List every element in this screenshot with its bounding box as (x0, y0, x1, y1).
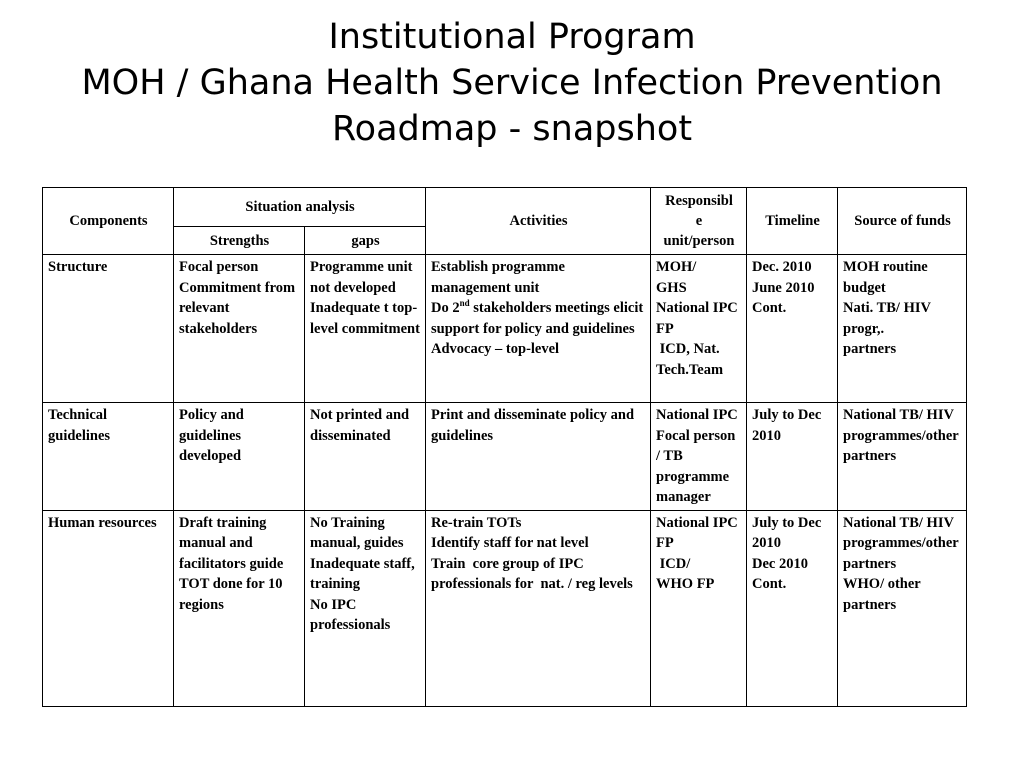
cell-strengths (174, 510, 305, 706)
cell-component (43, 510, 174, 706)
cell-line: Focal person (179, 259, 259, 275)
header-responsible-line: Responsibl (665, 193, 733, 209)
header-situation-analysis: Situation analysis (174, 188, 426, 227)
cell-line: National IPC Focal person / TB programme manager (656, 407, 742, 505)
cell-line: ICD, Nat. Tech.Team (656, 341, 724, 378)
cell-line: partners (843, 341, 897, 357)
cell-line: WHO/ other partners (843, 576, 925, 613)
header-responsible-line: e (695, 213, 703, 229)
ordinal-suffix: nd (459, 298, 470, 309)
header-responsible (651, 188, 747, 255)
cell-line: Draft training manual and facilitators guide (179, 514, 284, 572)
cell-line: Inadequate t top-level commitment (310, 300, 420, 337)
cell-line: Human resources (48, 514, 157, 531)
cell-line: Not printed and disseminated (310, 407, 413, 444)
cell-line: Establish programme management unit (431, 259, 569, 296)
cell-activities (426, 403, 651, 511)
title-line-2: MOH / Ghana Health Service Infection Prevention (81, 63, 943, 103)
cell-line: ICD/ (656, 555, 691, 572)
cell-line: Advocacy – top-level (431, 341, 560, 357)
slide-title (0, 14, 1024, 152)
cell-activities (426, 255, 651, 403)
cell-line: Policy and guidelines developed (179, 407, 248, 464)
cell-line: National TB/ HIV programmes/other partners (843, 407, 963, 464)
cell-line: Dec. 2010 (752, 259, 812, 275)
cell-gaps (305, 510, 426, 706)
cell-line: Programme unit not developed (310, 259, 417, 296)
cell-line: No Training manual, guides (310, 514, 404, 551)
activity-text: Do 2 (431, 300, 460, 316)
cell-line: Nati. TB/ HIV progr,. (843, 300, 935, 337)
cell-line: Print and disseminate policy and guidelines (431, 407, 638, 444)
cell-line: Commitment from relevant stakeholders (179, 279, 299, 337)
header-row (43, 188, 967, 227)
cell-timeline (747, 510, 838, 706)
cell-line: National IPC FP (656, 514, 746, 551)
cell-line (431, 298, 646, 339)
activity-text: stakeholders meetings elicit support for policy and guidelines (431, 300, 647, 337)
cell-line: Cont. (752, 300, 787, 316)
cell-component (43, 403, 174, 511)
cell-line: July to Dec 2010 (752, 407, 825, 444)
cell-gaps (305, 255, 426, 403)
header-components: Components (43, 188, 174, 255)
cell-activities (426, 510, 651, 706)
cell-line: Train core group of IPC professionals for nat. / reg levels (431, 555, 633, 592)
cell-line: Technical guidelines (48, 407, 111, 444)
cell-line: MOH routine budget (843, 259, 932, 296)
cell-line: Re-train TOTs (431, 514, 522, 531)
cell-funds (838, 403, 967, 511)
header-gaps: gaps (305, 227, 426, 255)
cell-line: Cont. (752, 576, 787, 592)
cell-line: July to Dec 2010 (752, 514, 825, 551)
cell-line: June 2010 (752, 279, 815, 296)
title-line-3: Roadmap - snapshot (331, 109, 693, 149)
cell-strengths (174, 255, 305, 403)
cell-component (43, 255, 174, 403)
header-strengths: Strengths (174, 227, 305, 255)
cell-responsible (651, 255, 747, 403)
header-source-of-funds: Source of funds (838, 188, 967, 255)
cell-line: Dec 2010 (752, 555, 808, 572)
cell-strengths (174, 403, 305, 511)
cell-timeline (747, 403, 838, 511)
cell-line: TOT done for 10 regions (179, 576, 287, 613)
header-activities: Activities (426, 188, 651, 255)
cell-responsible (651, 403, 747, 511)
roadmap-table (42, 187, 967, 707)
cell-line: National IPC FP (656, 300, 746, 337)
cell-gaps (305, 403, 426, 511)
cell-line: No IPC professionals (310, 596, 391, 633)
cell-timeline (747, 255, 838, 403)
title-line-1: Institutional Program (328, 17, 696, 57)
cell-line: Identify staff for nat level (431, 535, 589, 551)
cell-line: Structure (48, 259, 108, 275)
table-row (43, 403, 967, 511)
cell-responsible (651, 510, 747, 706)
cell-line: Inadequate staff, training (310, 555, 419, 592)
table-row (43, 510, 967, 706)
cell-line: GHS (656, 279, 687, 296)
cell-funds (838, 510, 967, 706)
cell-funds (838, 255, 967, 403)
cell-line: MOH/ (656, 259, 697, 275)
cell-line: WHO FP (656, 576, 715, 592)
table-row (43, 255, 967, 403)
cell-line: National TB/ HIV programmes/other partners (843, 514, 963, 572)
header-timeline: Timeline (747, 188, 838, 255)
header-responsible-line: unit/person (663, 233, 735, 249)
